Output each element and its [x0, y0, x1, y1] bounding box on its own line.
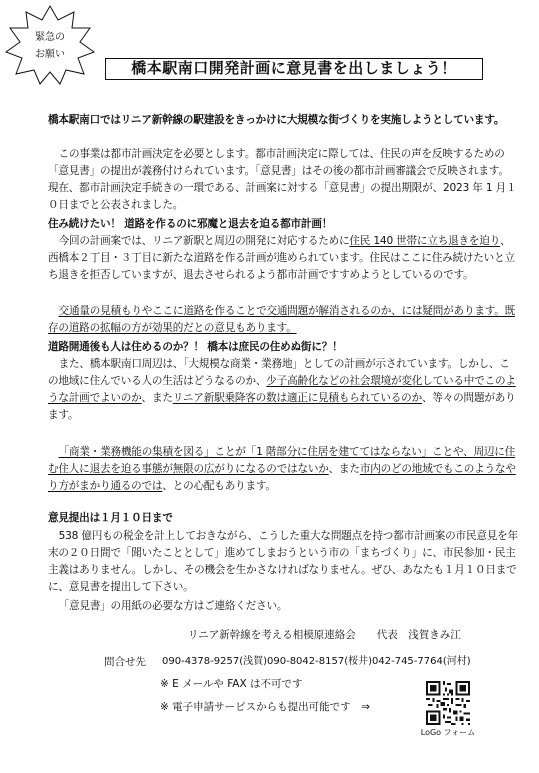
note-no-email-fax: ※ E メールや FAX は不可です [160, 678, 303, 690]
section2-p1-b: 、また [141, 392, 173, 404]
section1-paragraph2: 交通量の見積もりやここに道路を作ることで交通問題が解消されるのか、には疑問があります。既存の道路の拡幅の方が効果的だとの意見もあります。 [48, 305, 516, 334]
section2-p1-a: また、橋本駅南口周辺は、「大規模な商業・業務地」としての計画が示されています。しかし、この地域に住んでいる人の生活はどうなるのか、 [48, 358, 510, 387]
intro-lead: 橋本駅南口ではリニア新幹線の駅建設をきっかけに大規模な街づくりを実施しようとしています。 [48, 114, 505, 126]
section1-heading: 住み続けたい！ 道路を作るのに邪魔と退去を迫る都市計画！ [48, 218, 333, 230]
contact-numbers: 090-4378-9257(浅賀)090-8042-8157(桜井)042-745-7764(河村) [162, 656, 471, 667]
page-title: 橋本駅南口開発計画に意見書を出しましょう！ [105, 58, 483, 80]
qr-label: LoGo フォーム [420, 728, 476, 737]
section2-p1-c: 、等々の問題があります。 [48, 392, 516, 421]
badge-line2: お願い [35, 49, 65, 60]
note-online-submission: ※ 電子申請サービスからも提出可能です ⇒ [160, 701, 370, 713]
contact-label: 問合せ先 [104, 656, 146, 668]
section2-p2-b: 、また [328, 463, 360, 475]
section2-paragraph2 [48, 444, 518, 495]
intro-body: この事業は都市計画決定を必要とします。都市計画決定に際しては、住民の声を反映するための「意見書」の提出が義務付けられています。「意見書」はその後の都市計画審議会で反映されます。現在、都市計画決定手続きの一環である、計画案に対する「意見書」の提出期限が、2023 年 1 月１０日までと公表されました。 [48, 148, 517, 211]
section1-p1-b: 、西橋本２丁目・３丁目に新たな道路を作る計画が進められています。住民はここに住み続けたいと立ち退きを拒否していますが、退去させられるよう都市計画ですすめようとしているのです。 [48, 235, 515, 281]
section1-p1-underline: 住民 140 世帯に立ち退きを迫り [349, 235, 501, 247]
badge-line1: 緊急の [35, 32, 65, 43]
starburst-shape [4, 4, 96, 86]
section1-paragraph1 [48, 233, 518, 284]
urgent-badge [4, 4, 96, 86]
organization-line: リニア新幹線を考える相模原連絡会 代表 浅賀きみ江 [188, 629, 461, 641]
section2-p1-underline1: 少子高齢化などの社会環境が変化している中でこのような計画でよいのか [48, 375, 516, 404]
section3-paragraph1: 538 億円もの税金を計上しておきながら、こうした重大な問題点を持つ都市計画案の市民意見を年末の２０日間で「聞いたこととして」進めてしまおうという市の「まちづくり」に、市民参加・民主主義はありません。しかし、その機会を生かさなければなりません。ぜひ、あなたも１月１０日までに、意見書を提出して下さい。 [48, 530, 518, 593]
section3-heading: 意見提出は１月１０日まで [48, 512, 173, 524]
section2-p2-c: 、との心配もあります。 [162, 480, 276, 492]
section2-p2-underline: 「商業・業務機能の集積を図る」ことが「1 階部分に住居を建ててはならない」ことや、周辺に住む住人に退去を迫る事態が無限の広がりになるのではないか [48, 446, 516, 475]
section2-p2-underline2: 市内のどの地域でもこのようなやり方がまかり通るのでは [48, 463, 516, 492]
section2-p1-underline2: リニア新駅乗降客の数は適正に見積もられているのか [172, 392, 422, 404]
section2-heading: 道路開通後も人は住めるのか？！ 橋本は庶民の住めぬ街に？！ [48, 341, 343, 353]
section3-paragraph2: 「意見書」の用紙の必要な方はご連絡ください。 [58, 600, 288, 612]
section1-p1-a: 今回の計画案では、リニア新駅と周辺の開発に対応するために [58, 235, 350, 247]
section2-paragraph1 [48, 356, 518, 424]
qr-code-icon[interactable] [426, 681, 470, 725]
